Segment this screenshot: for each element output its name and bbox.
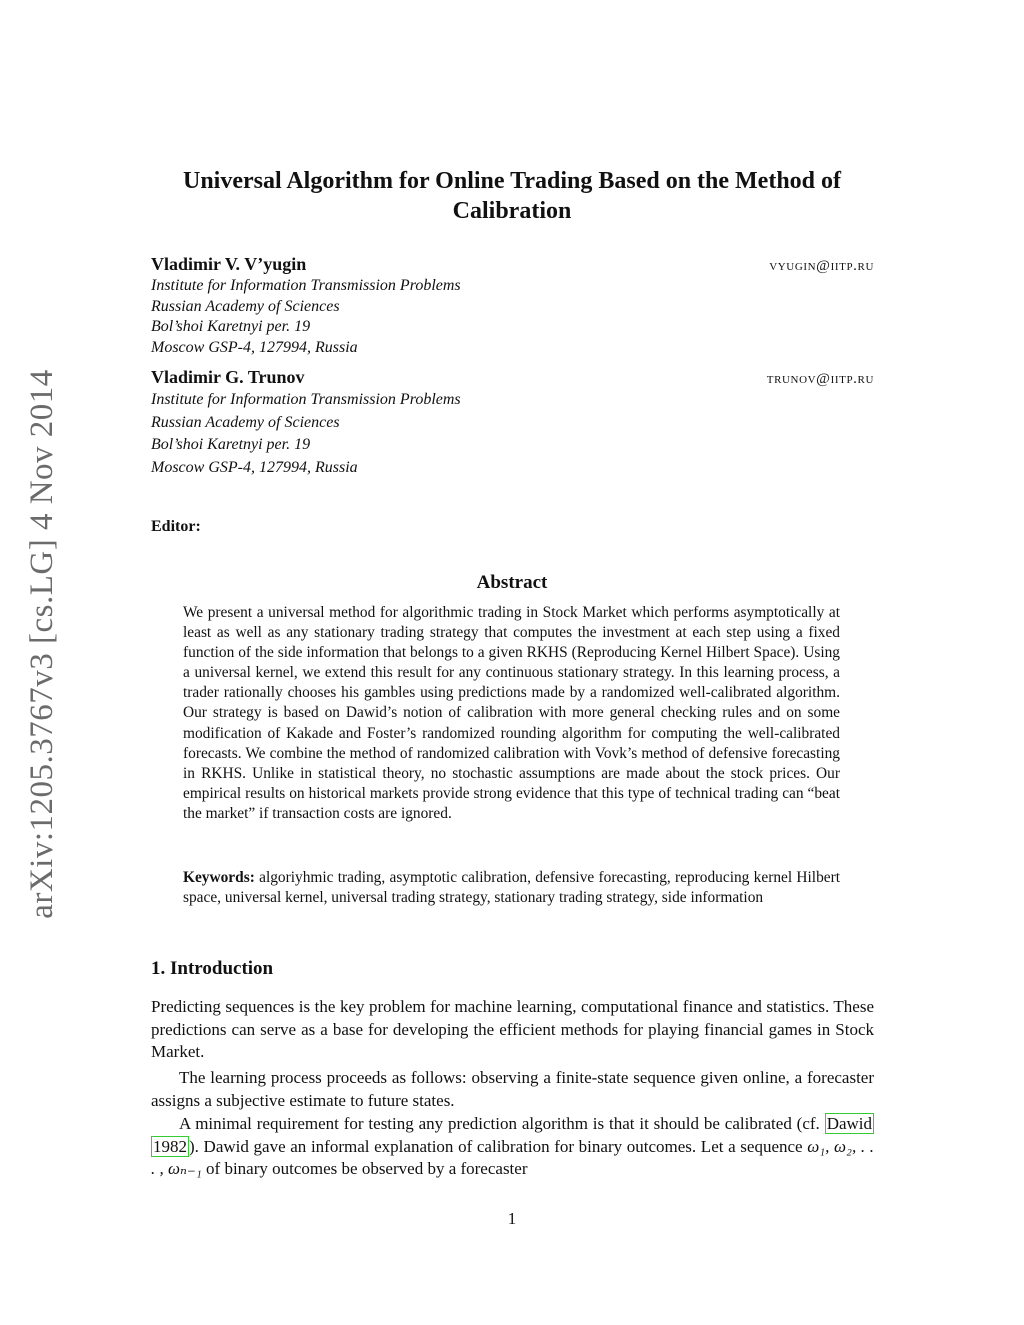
section-title: 1. Introduction xyxy=(151,958,274,979)
affiliation-line: Institute for Information Transmission Problems xyxy=(151,277,461,294)
author-block-2 xyxy=(151,367,874,479)
paragraph-text: ). Dawid gave an informal explanation of calibration for binary outcomes. Let a sequence xyxy=(189,1136,803,1156)
paper-title: Universal Algorithm for Online Trading Based on the Method of Calibration xyxy=(182,168,842,224)
intro-paragraph-2: The learning process proceeds as follows: observing a finite-state sequence given online, a forecaster assigns a subjective estimate to future states. xyxy=(151,1068,874,1110)
affiliation-line: Bol’shoi Karetnyi per. 19 xyxy=(151,318,311,335)
affiliation-line: Bol’shoi Karetnyi per. 19 xyxy=(151,436,311,454)
citation-link[interactable]: Dawid xyxy=(826,1114,873,1133)
author-name: Vladimir V. V’yugin xyxy=(151,254,307,274)
keywords-label: Keywords: xyxy=(183,869,255,886)
intro-paragraph-1: Predicting sequences is the key problem for machine learning, computational finance and statistics. These predictions can serve as a base for developing the efficient methods for playing financial games in Stock Market. xyxy=(151,997,874,1062)
intro-paragraph-3 xyxy=(151,1113,874,1181)
math-inline: ω₁, ω₂, . . . , ωₙ₋₁ xyxy=(151,1136,875,1179)
paragraph-text: A minimal requirement for testing any prediction algorithm is that it should be calibrated (cf. xyxy=(179,1114,820,1133)
arxiv-identifier-stamp: arXiv:1205.3767v3 [cs.LG] 4 Nov 2014 xyxy=(24,369,60,919)
paragraph-text: of binary outcomes be observed by a forecaster xyxy=(206,1159,528,1179)
keywords-list: algoriyhmic trading, asymptotic calibration, defensive forecasting, reproducing kernel Hilbert space, universal kernel, universal trading strategy, stationary trading strategy, side information xyxy=(183,869,840,907)
affiliation-line: Moscow GSP-4, 127994, Russia xyxy=(151,338,358,356)
author-name: Vladimir G. Trunov xyxy=(151,367,305,387)
author-email: vyugin@iitp.ru xyxy=(769,258,874,274)
abstract-text: We present a universal method for algorithmic trading in Stock Market which performs asymptotically at least as well as any stationary trading strategy that computes the investment at each step using a fixed function of the side information that belongs to a given RKHS (Reproducing Kernel Hilbert Space). Using a universal kernel, we extend this result for any continuous stationary strategy. In this learning process, a trader rationally chooses his gambles using predictions made by a randomized well-calibrated algorithm. Our strategy is based on Dawid’s notion of calibration with more general checking rules and on some modification of Kakade and Foster’s randomized rounding algorithm for computing the well-calibrated forecasts. We combine the method of randomized calibration with Vovk’s method of defensive forecasting in RKHS. Unlike in statistical theory, no stochastic assumptions are made about the stock prices. Our empirical results on historical markets provide strong evidence that this type of technical trading can “beat the market” if transaction costs are ignored. xyxy=(183,604,840,822)
editor-label: Editor: xyxy=(151,518,201,535)
abstract-heading: Abstract xyxy=(476,572,548,593)
author-email: trunov@iitp.ru xyxy=(766,371,874,387)
affiliation-line: Moscow GSP-4, 127994, Russia xyxy=(151,458,358,476)
keywords xyxy=(183,868,840,908)
author-block-1 xyxy=(151,254,874,358)
affiliation-line: Institute for Information Transmission Problems xyxy=(151,391,461,408)
page-number: 1 xyxy=(507,1209,517,1228)
citation-link[interactable]: 1982 xyxy=(153,1136,187,1156)
affiliation-line: Russian Academy of Sciences xyxy=(151,297,340,315)
affiliation-line: Russian Academy of Sciences xyxy=(151,413,340,431)
